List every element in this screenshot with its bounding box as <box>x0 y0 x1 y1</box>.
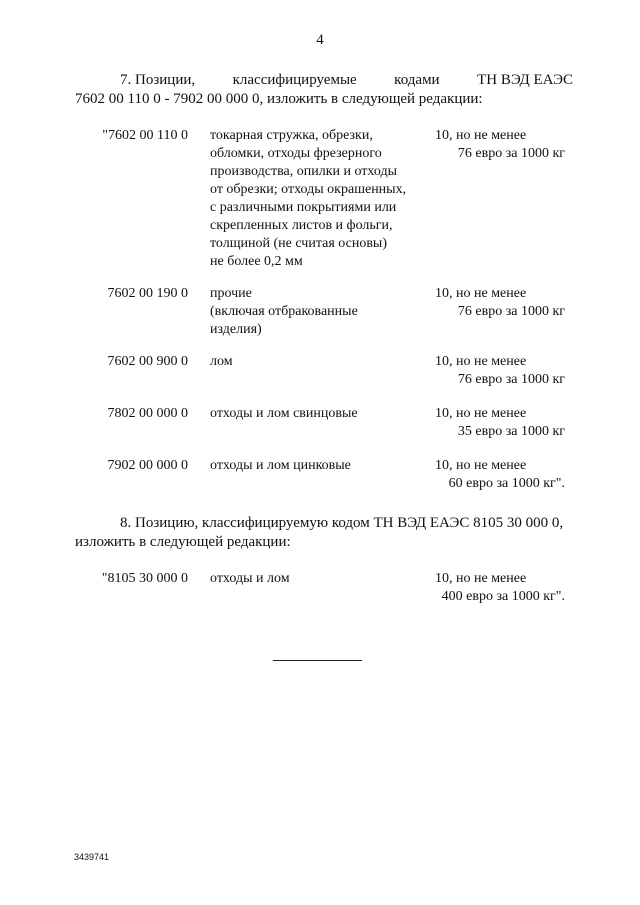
tariff-description <box>210 405 425 423</box>
tariff-rate <box>405 353 565 389</box>
tariff-code: 7902 00 000 0 <box>107 458 188 473</box>
description-line: от обрезки; отходы окрашенных, <box>210 182 407 197</box>
closing-divider <box>273 660 362 661</box>
tariff-code: 7802 00 000 0 <box>107 406 188 421</box>
description-line: скрепленных листов и фольги, <box>210 218 393 233</box>
tariff-rate <box>405 405 565 441</box>
description-line: обломки, отходы фрезерного <box>210 146 382 161</box>
tariff-rate <box>405 127 565 163</box>
document-footer-code: 3439741 <box>74 852 110 862</box>
description-line: не более 0,2 мм <box>210 254 303 269</box>
tariff-description <box>210 285 425 339</box>
description-line: прочие <box>210 286 252 301</box>
rate-line: 400 евро за 1000 кг". <box>441 589 565 604</box>
tariff-code: 7602 00 190 0 <box>107 286 188 301</box>
rate-line: 76 евро за 1000 кг <box>457 146 565 161</box>
section-7-intro <box>75 71 573 109</box>
rate-line: 10, но не менее <box>435 128 527 143</box>
section-7-line-1: 7. Позиции, классифицируемые кодами ТН ВЭД ЕАЭС <box>120 72 573 88</box>
rate-line: 10, но не менее <box>435 458 527 473</box>
rate-line: 10, но не менее <box>435 286 527 301</box>
section-7-line-2: 7602 00 110 0 - 7902 00 000 0, изложить в следующей редакции: <box>75 91 483 107</box>
rate-line: 76 евро за 1000 кг <box>457 304 565 319</box>
tariff-rate <box>405 285 565 321</box>
tariff-code: "7602 00 110 0 <box>102 128 188 143</box>
description-line: отходы и лом свинцовые <box>210 406 358 421</box>
page-number: 4 <box>316 32 324 48</box>
rate-line: 10, но не менее <box>435 571 527 586</box>
description-line: изделия) <box>210 322 262 337</box>
section-8-intro <box>75 514 565 552</box>
tariff-description <box>210 127 425 271</box>
tariff-description <box>210 353 425 371</box>
section-8-line-1: 8. Позицию, классифицируемую кодом ТН ВЭД ЕАЭС 8105 30 000 0, <box>120 515 564 531</box>
description-line: лом <box>210 354 233 369</box>
description-line: токарная стружка, обрезки, <box>210 128 373 143</box>
rate-line: 76 евро за 1000 кг <box>457 372 565 387</box>
rate-line: 10, но не менее <box>435 406 527 421</box>
tariff-rate <box>405 570 565 606</box>
rate-line: 10, но не менее <box>435 354 527 369</box>
tariff-code: "8105 30 000 0 <box>101 571 188 586</box>
tariff-code: 7602 00 900 0 <box>107 354 188 369</box>
description-line: отходы и лом цинковые <box>210 458 351 473</box>
tariff-rate <box>405 457 565 493</box>
description-line: с различными покрытиями или <box>210 200 397 215</box>
description-line: производства, опилки и отходы <box>210 164 398 179</box>
tariff-description <box>210 570 425 588</box>
description-line: (включая отбракованные <box>210 304 358 319</box>
rate-line: 60 евро за 1000 кг". <box>448 476 565 491</box>
rate-line: 35 евро за 1000 кг <box>457 424 565 439</box>
description-line: отходы и лом <box>210 571 290 586</box>
section-8-line-2: изложить в следующей редакции: <box>75 534 291 550</box>
tariff-description <box>210 457 425 475</box>
description-line: толщиной (не считая основы) <box>210 236 388 251</box>
